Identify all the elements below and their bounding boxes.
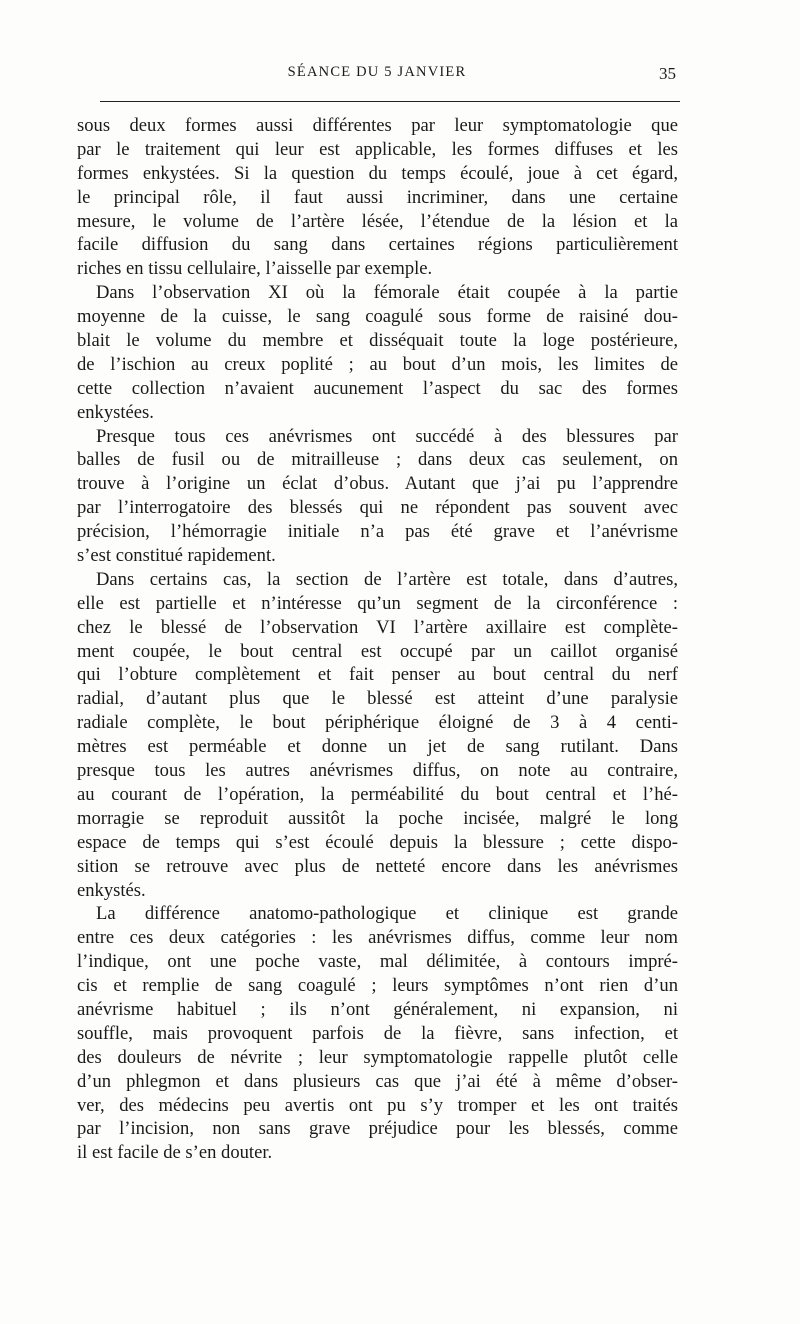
- page-number: 35: [659, 64, 676, 83]
- paragraph-3: [77, 425, 678, 568]
- text-line: cette collection n’avaient aucunement l’aspect du sac des formes: [77, 377, 678, 399]
- running-title: SÉANCE DU 5 JANVIER: [287, 64, 467, 80]
- text-line: par l’interrogatoire des blessés qui ne répondent pas souvent avec: [77, 497, 678, 519]
- text-line: des douleurs de névrite ; leur symptomatologie rappelle plutôt celle: [77, 1046, 678, 1068]
- text-line: Dans l’observation XI où la fémorale était coupée à la partie: [96, 282, 678, 304]
- text-line: l’indique, ont une poche vaste, mal délimitée, à contours impré-: [77, 951, 678, 973]
- text-line: ver, des médecins peu avertis ont pu s’y tromper et les ont traités: [77, 1094, 678, 1116]
- text-line: morragie se reproduit aussitôt la poche incisée, malgré le long: [77, 807, 678, 829]
- text-line: presque tous les autres anévrismes diffus, on note au contraire,: [77, 760, 678, 782]
- text-line: il est facile de s’en douter.: [77, 1142, 273, 1164]
- text-line: Dans certains cas, la section de l’artère est totale, dans d’autres,: [96, 568, 678, 590]
- text-line: au courant de l’opération, la perméabilité du bout central et l’hé-: [77, 783, 678, 805]
- text-line: ment coupée, le bout central est occupé par un caillot organisé: [77, 640, 678, 662]
- text-line: enkystés.: [77, 879, 146, 901]
- text-line: par l’incision, non sans grave préjudice pour les blessés, comme: [77, 1118, 678, 1140]
- text-line: s’est constitué rapidement.: [77, 545, 276, 567]
- text-line: mesure, le volume de l’artère lésée, l’étendue de la lésion et la: [77, 210, 678, 232]
- text-line: Presque tous ces anévrismes ont succédé à des blessures par: [96, 425, 678, 447]
- text-line: facile diffusion du sang dans certaines régions particulièrement: [77, 234, 678, 256]
- text-line: La différence anatomo-pathologique et clinique est grande: [96, 903, 678, 925]
- text-line: d’un phlegmon et dans plusieurs cas que j’ai été à même d’obser-: [77, 1070, 678, 1092]
- text-line: espace de temps qui s’est écoulé depuis la blessure ; cette dispo-: [77, 831, 678, 853]
- text-line: riches en tissu cellulaire, l’aisselle par exemple.: [77, 258, 433, 280]
- text-line: moyenne de la cuisse, le sang coagulé sous forme de raisiné dou-: [77, 306, 678, 328]
- text-line: précision, l’hémorragie initiale n’a pas été grave et l’anévrisme: [77, 521, 678, 543]
- text-line: de l’ischion au creux poplité ; au bout d’un mois, les limites de: [77, 353, 678, 375]
- text-line: souffle, mais provoquent parfois de la fièvre, sans infection, et: [77, 1022, 678, 1044]
- text-line: qui l’obture complètement et fait penser au bout central du nerf: [77, 664, 678, 686]
- text-line: cis et remplie de sang coagulé ; leurs symptômes n’ont rien d’un: [77, 975, 678, 997]
- running-head: [78, 64, 676, 88]
- paragraph-5: [77, 902, 678, 1165]
- text-line: sous deux formes aussi différentes par leur symptomatologie que: [77, 115, 678, 136]
- text-line: radial, d’autant plus que le blessé est atteint d’une paralysie: [77, 688, 678, 710]
- text-line: anévrisme habituel ; ils n’ont généralement, ni expansion, ni: [77, 998, 678, 1020]
- text-line: entre ces deux catégories : les anévrismes diffus, comme leur nom: [77, 927, 678, 949]
- paragraph-4: [77, 568, 678, 902]
- header-rule: [100, 101, 680, 102]
- text-line: blait le volume du membre et disséquait toute la loge postérieure,: [77, 330, 678, 352]
- text-line: chez le blessé de l’observation VI l’artère axillaire est complète-: [77, 616, 678, 638]
- text-line: enkystées.: [77, 401, 154, 423]
- text-line: mètres est perméable et donne un jet de sang rutilant. Dans: [77, 736, 678, 758]
- text-line: balles de fusil ou de mitrailleuse ; dans deux cas seulement, on: [77, 449, 678, 471]
- text-line: formes enkystées. Si la question du temps écoulé, joue à cet égard,: [77, 162, 678, 184]
- text-line: le principal rôle, il faut aussi incriminer, dans une certaine: [77, 186, 678, 208]
- paragraph-1: [77, 114, 678, 281]
- text-line: radiale complète, le bout périphérique éloigné de 3 à 4 centi-: [77, 712, 678, 734]
- text-line: trouve à l’origine un éclat d’obus. Autant que j’ai pu l’apprendre: [77, 473, 678, 495]
- text-line: par le traitement qui leur est applicable, les formes diffuses et les: [77, 138, 678, 160]
- text-line: sition se retrouve avec plus de netteté encore dans les anévrismes: [77, 855, 678, 877]
- text-line: elle est partielle et n’intéresse qu’un segment de la circonférence :: [77, 592, 678, 614]
- paragraph-2: [77, 281, 678, 424]
- body-text: [77, 114, 678, 1165]
